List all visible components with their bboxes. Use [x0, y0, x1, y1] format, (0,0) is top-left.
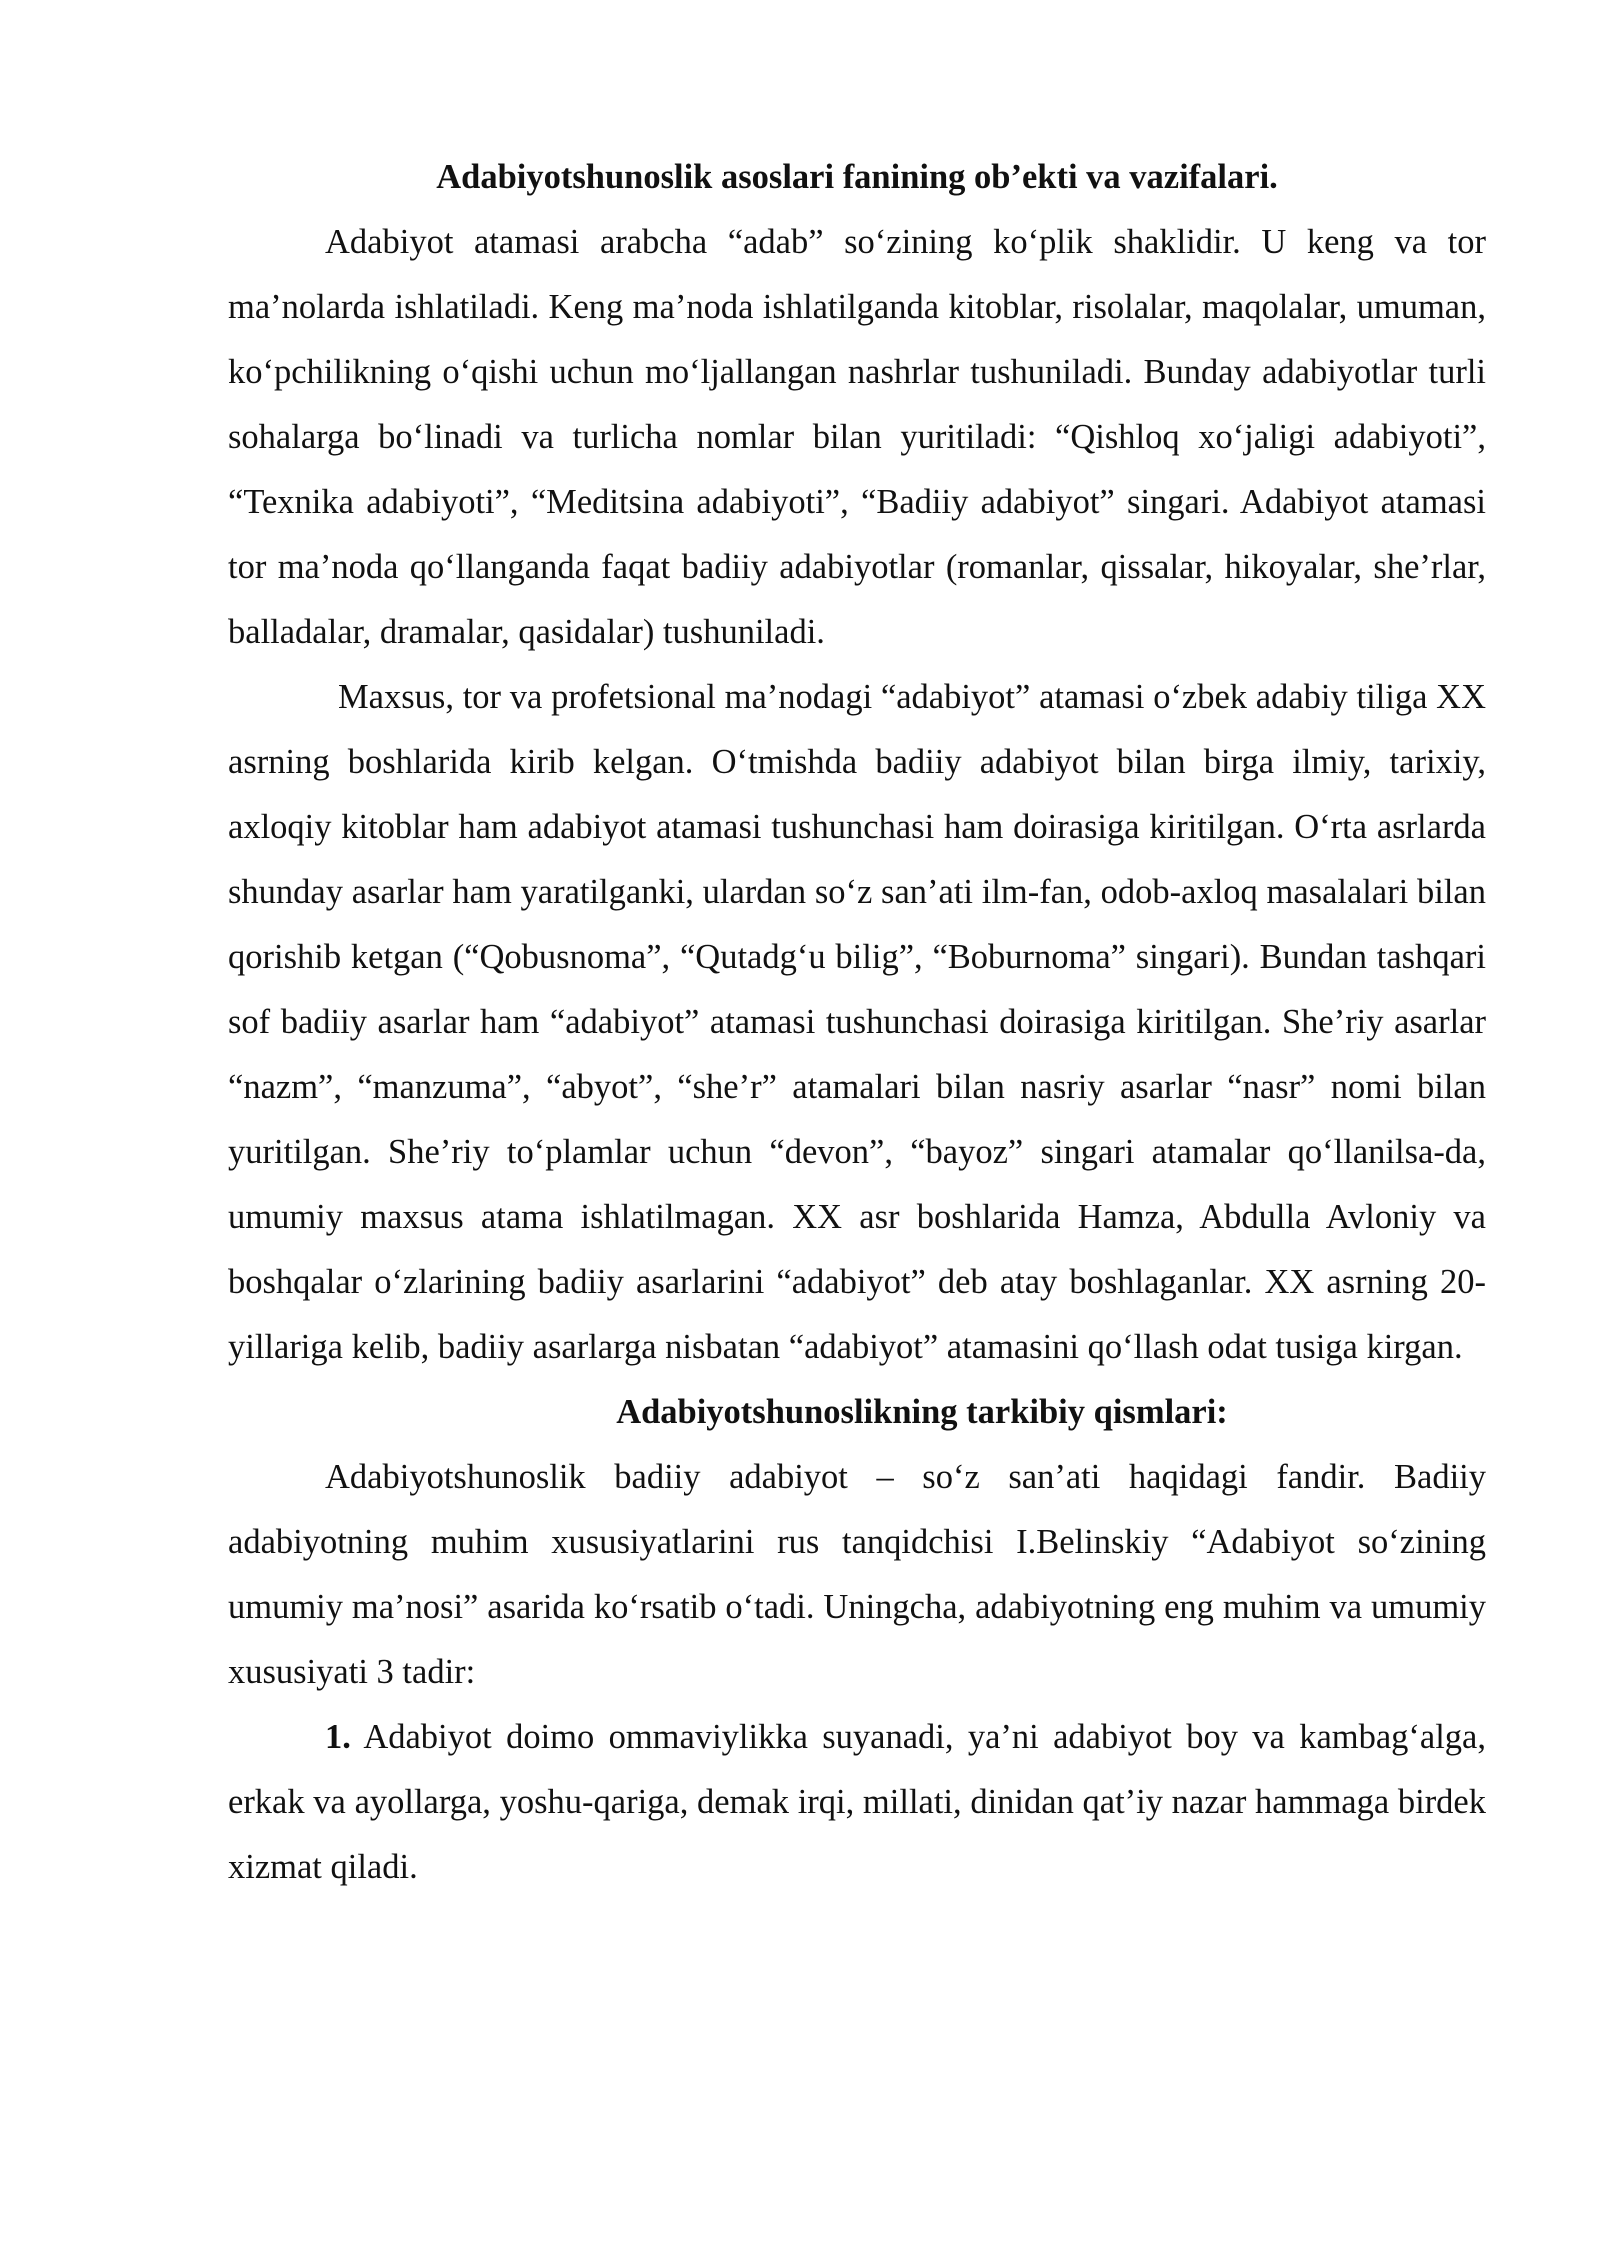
paragraph-adabiyot-term: Adabiyot atamasi arabcha “adab” so‘zining ko‘plik shaklidir. U keng va tor ma’nolarda ishlatiladi. Keng ma’noda ishlatilganda kitoblar, risolalar, maqolalar, umuman, ko‘pchilikning o‘qishi uchun mo‘ljallangan nashrlar tushuniladi. Bunday adabiyotlar turli sohalarga bo‘linadi va turlicha nomlar bilan yuritiladi: “Qishloq xo‘jaligi adabiyoti”, “Texnika adabiyoti”, “Meditsina adabiyoti”, “Badiiy adabiyot” singari. Adabiyot atamasi tor ma’noda qo‘llanganda faqat badiiy adabiyotlar (romanlar, qissalar, hikoyalar, she’rlar, balladalar, dramalar, qasidalar) tushuniladi.	[228, 223, 1486, 651]
list-item-1	[228, 1705, 1486, 1900]
document-body	[228, 145, 1486, 1900]
list-item-1-number: 1.	[325, 1718, 351, 1756]
section-heading-components: Adabiyotshunoslikning tarkibiy qismlari:	[616, 1393, 1228, 1431]
paragraph-maxsus-term-history: Maxsus, tor va profetsional ma’nodagi “adabiyot” atamasi o‘zbek adabiy tiliga XX asrning boshlarida kirib kelgan. O‘tmishda badiiy adabiyot bilan birga ilmiy, tarixiy, axloqiy kitoblar ham adabiyot atamasi tushunchasi ham doirasiga kiritilgan. O‘rta asrlarda shunday asarlar ham yaratilganki, ulardan so‘z san’ati ilm-fan, odob-axloq masalalari bilan qorishib ketgan (“Qobusnoma”, “Qutadg‘u bilig”, “Boburnoma” singari). Bundan tashqari sof badiiy asarlar ham “adabiyot” atamasi tushunchasi doirasiga kiritilgan. She’riy asarlar “nazm”, “manzuma”, “abyot”, “she’r” atamalari bilan nasriy asarlar “nasr” nomi bilan yuritilgan. She’riy to‘plamlar uchun “devon”, “bayoz” singari atamalar qo‘llanilsa-da, umumiy maxsus atama ishlatilmagan. XX asr boshlarida Hamza, Abdulla Avloniy va boshqalar o‘zlarining badiiy asarlarini “adabiyot” deb atay boshlaganlar. XX asrning 20-yillariga kelib, badiiy asarlarga nisbatan “adabiyot” atamasini qo‘llash odat tusiga kirgan.	[228, 678, 1486, 1366]
list-item-1-text: Adabiyot doimo ommaviylikka suyanadi, ya’ni adabiyot boy va kambag‘alga, erkak va ayollarga, yoshu-qariga, demak irqi, millati, dinidan qat’iy nazar hammaga birdek xizmat qiladi.	[228, 1718, 1486, 1886]
section-heading-objects-and-tasks: Adabiyotshunoslik asoslari fanining ob’ekti va vazifalari.	[436, 158, 1278, 196]
paragraph-literary-studies-definition: Adabiyotshunoslik badiiy adabiyot – so‘z san’ati haqidagi fandir. Badiiy adabiyotning muhim xususiyatlarini rus tanqidchisi I.Belinskiy “Adabiyot so‘zining umumiy ma’nosi” asarida ko‘rsatib o‘tadi. Uningcha, adabiyotning eng muhim va umumiy xususiyati 3 tadir:	[228, 1458, 1486, 1691]
